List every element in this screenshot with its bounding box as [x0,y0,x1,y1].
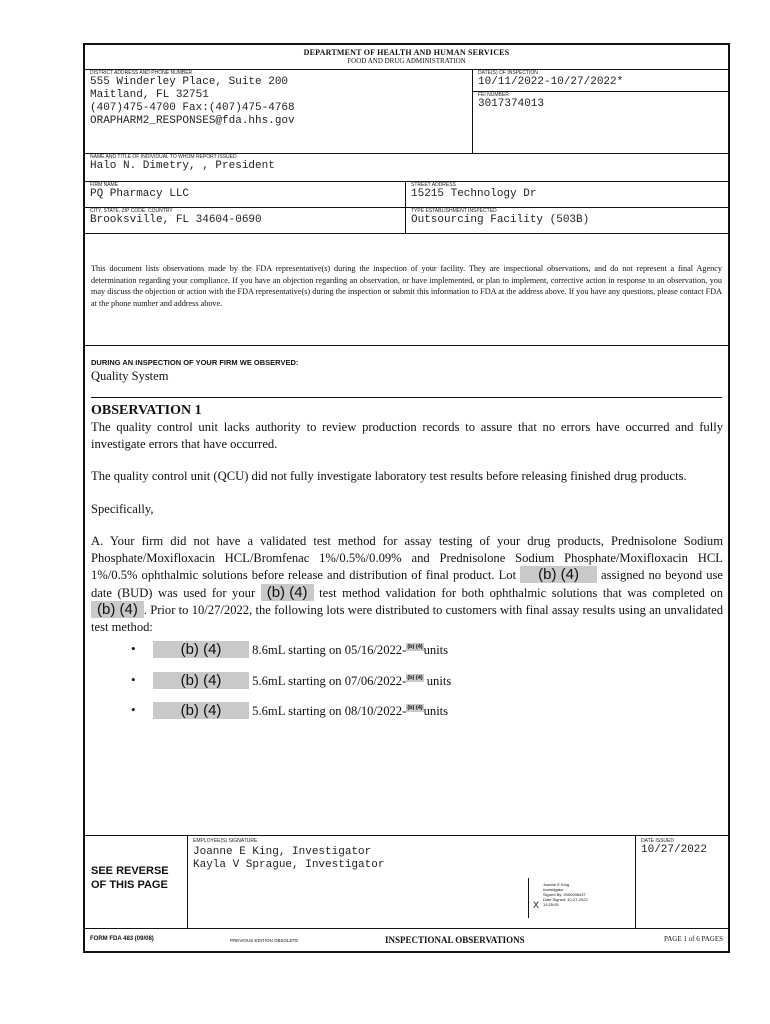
district-line: ORAPHARM2_RESPONSES@fda.hhs.gov [90,115,295,127]
paragraph-a [91,533,723,635]
signature-details [529,878,629,907]
employee-signature: Joanne E King, Investigator [193,846,372,858]
paragraph-a-part: A. Your firm did not have a validated test method for assay testing of your drug products, Prednisolone Sodium Phosphate/Moxifloxacin HCL/Bromfenac 1%/0.5%/0.09% and Prednisolone Sodium Phosphate/Moxifloxacin HCL 1%/0.5% ophthalmic solutions before release and distribution of final product. Lot [91,534,723,582]
inspection-dates-value: 10/11/2022-10/27/2022* [478,76,624,88]
bullet: • [131,641,136,656]
city-cell [85,207,405,233]
individual-cell [85,153,728,181]
inspection-dates-label: DATE(S) OF INSPECTION [478,70,538,76]
paragraph-a-part: test method validation for both ophthalmic solutions that was completed on [319,585,723,600]
signature-block [85,835,728,929]
signature-line: Date Signed: 10-27-2022 [543,897,588,902]
employee-label: EMPLOYEE(S) SIGNATURE [193,838,258,844]
street-cell [405,181,728,207]
district-row [85,69,728,154]
employee-signature: Kayla V Sprague, Investigator [193,859,385,871]
redaction-small: (b) (4) [407,705,423,711]
bullet: • [131,702,136,717]
establishment-label: TYPE ESTABLISHMENT INSPECTED [411,208,497,214]
date-issued-label: DATE ISSUED [641,838,674,844]
observed-value: Quality System [91,369,169,383]
signature-line: 13:25:05 [543,902,559,907]
paragraph-a-part: assigned no beyond use date (BUD) was used for your [91,568,723,600]
observation-heading: OBSERVATION 1 [91,403,202,418]
observation-detail: The quality control unit (QCU) did not fully investigate laboratory test results before releasing finished drug products. [91,469,687,483]
lot-suffix: units [423,673,452,688]
firm-label: FIRM NAME [90,182,119,188]
specifically-text: Specifically, [91,501,154,516]
redaction-block: (b) (4) [153,672,249,689]
city-value: Brooksville, FL 34604-0690 [90,214,262,226]
signature-mark: X [533,900,540,910]
fei-label: FEI NUMBER [478,92,509,98]
digital-signature [528,878,629,918]
see-reverse-label: SEE REVERSE OF THIS PAGE [91,865,169,891]
form-header [85,45,728,70]
date-issued-value: 10/27/2022 [641,844,708,856]
establishment-cell [405,207,728,233]
individual-row [85,153,728,182]
observation-body [91,403,723,720]
district-line: (407)475-4700 Fax:(407)475-4768 [90,102,295,114]
redaction-block: (b) (4) [153,641,249,658]
firm-row [85,181,728,208]
form-footer [85,929,728,951]
lot-suffix: units [423,643,449,657]
lot-list-item [131,641,723,659]
date-issued-cell [636,836,728,859]
street-label: STREET ADDRESS [411,182,456,188]
district-cell [85,69,472,153]
redaction-block: (b) (4) [91,601,144,618]
redaction-small: (b) (4) [407,674,423,681]
lot-text: 5.6mL starting on 07/06/2022- [252,673,407,688]
lot-text: 8.6mL starting on 05/16/2022- [252,643,407,657]
signature-line: Signed By: 2000006437 [543,892,586,897]
redaction-block: (b) (4) [153,702,249,719]
employee-cell [187,836,636,928]
redaction-block: (b) (4) [261,584,314,601]
establishment-value: Outsourcing Facility (503B) [411,214,590,226]
firm-value: PQ Pharmacy LLC [90,188,190,200]
observed-heading: DURING AN INSPECTION OF YOUR FIRM WE OBSERVED: [91,358,299,367]
divider [91,397,722,398]
redaction-block: (b) (4) [520,566,597,583]
redaction-small: (b) (4) [407,644,423,650]
paragraph-a-part: . Prior to 10/27/2022, the following lots were distributed to customers with final assay results using an unvalidated test method: [91,603,723,634]
district-label: DISTRICT ADDRESS AND PHONE NUMBER [90,70,193,76]
city-label: CITY, STATE, ZIP CODE, COUNTRY [90,208,173,214]
observed-section [91,358,298,384]
signature-line: Investigator [543,887,564,892]
dates-cell [472,69,728,153]
observation-summary: The quality control unit lacks authority to review production records to assure that no errors have occurred and fully investigate errors that have occurred. [91,420,723,451]
individual-label: NAME AND TITLE OF INDIVIDUAL TO WHOM REPORT ISSUED [90,154,237,160]
firm-cell [85,181,405,207]
bullet: • [131,671,136,687]
form-id: FORM FDA 483 (09/08) [90,936,154,942]
city-row [85,207,728,234]
street-value: 15215 Technology Dr [411,188,537,200]
district-line: 555 Winderley Place, Suite 200 [90,76,289,88]
individual-value: Halo N. Dimetry, , President [90,160,275,172]
fda-483-form [83,43,730,953]
district-line: Maitland, FL 32751 [90,89,209,101]
signature-line: Joanne E King [543,882,570,887]
disclaimer-text: This document lists observations made by the FDA representative(s) during the inspection of your facility. They are inspectional observations, and do not represent a final Agency determination regarding your compliance. If you have an objection regarding an observation, or have implemented, or plan to implement, corrective action in response to an observation, you may discuss the objection or action with the FDA representative(s) during the inspection or submit this information to FDA at the address above. If you have any questions, please contact FDA at the phone number and address above. [91,264,722,308]
lot-text: 5.6mL starting on 08/10/2022- [252,704,407,718]
lot-list-item [131,702,723,720]
page-number: PAGE 1 of 6 PAGES [664,935,723,943]
lot-suffix: units [423,704,449,718]
lot-list-item [131,671,723,690]
previous-edition: PREVIOUS EDITION OBSOLETE [230,938,299,943]
fei-value: 3017374013 [478,98,545,110]
department-title: DEPARTMENT OF HEALTH AND HUMAN SERVICES [303,48,510,57]
form-title: INSPECTIONAL OBSERVATIONS [385,935,525,945]
divider [85,345,728,346]
agency-title: FOOD AND DRUG ADMINISTRATION [347,57,466,65]
